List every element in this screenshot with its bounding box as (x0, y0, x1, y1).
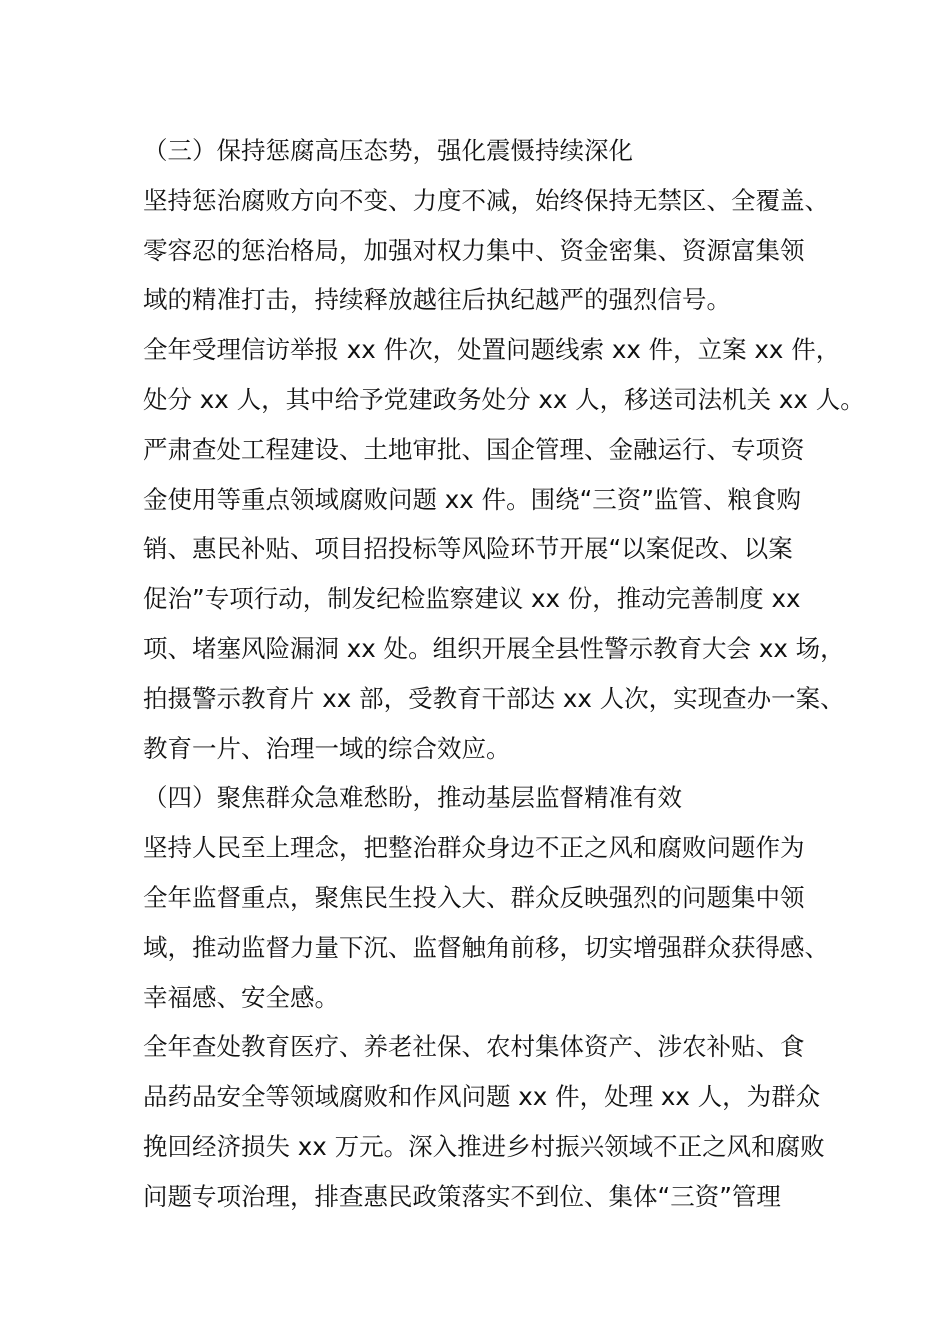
paragraph-line: 域的精准打击，持续释放越往后执纪越严的强烈信号。 (143, 285, 731, 315)
document-body (143, 126, 865, 1222)
paragraph-line: 挽回经济损失 xx 万元。深入推进乡村振兴领域不正之风和腐败 (143, 1131, 825, 1161)
paragraph-line: 全年查处教育医疗、养老社保、农村集体资产、涉农补贴、食 (143, 1032, 805, 1062)
section-heading-3: （三）保持惩腐高压态势，强化震慑持续深化 (143, 136, 633, 165)
paragraph-line: 问题专项治理，排查惠民政策落实不到位、集体“三资”管理 (143, 1181, 781, 1211)
paragraph-line: 域，推动监督力量下沉、监督触角前移，切实增强群众获得感、 (143, 932, 829, 962)
paragraph-line: 品药品安全等领域腐败和作风问题 xx 件，处理 xx 人，为群众 (143, 1082, 821, 1112)
paragraph-line: 促治”专项行动，制发纪检监察建议 xx 份，推动完善制度 xx (143, 584, 801, 614)
paragraph-line: 坚持惩治腐败方向不变、力度不减，始终保持无禁区、全覆盖、 (143, 185, 829, 215)
paragraph-line: 金使用等重点领域腐败问题 xx 件。围绕“三资”监管、粮食购 (143, 484, 801, 514)
paragraph-line: 坚持人民至上理念，把整治群众身边不正之风和腐败问题作为 (143, 833, 805, 863)
paragraph-line: 零容忍的惩治格局，加强对权力集中、资金密集、资源富集领 (143, 235, 805, 265)
paragraph-line: 全年监督重点，聚焦民生投入大、群众反映强烈的问题集中领 (143, 882, 805, 912)
paragraph-line: 严肃查处工程建设、土地审批、国企管理、金融运行、专项资 (143, 434, 805, 464)
section-heading-4: （四）聚焦群众急难愁盼，推动基层监督精准有效 (143, 783, 682, 813)
paragraph-line: 教育一片、治理一域的综合效应。 (143, 733, 511, 763)
paragraph-line: 处分 xx 人，其中给予党建政务处分 xx 人，移送司法机关 xx 人。 (143, 384, 865, 414)
paragraph-line: 项、堵塞风险漏洞 xx 处。组织开展全县性警示教育大会 xx 场， (143, 633, 845, 663)
paragraph-line: 拍摄警示教育片 xx 部，受教育干部达 xx 人次，实现查办一案、 (143, 683, 845, 713)
paragraph-line: 销、惠民补贴、项目招投标等风险环节开展“以案促改、以案 (143, 534, 793, 564)
paragraph-line: 幸福感、安全感。 (143, 982, 339, 1012)
paragraph-line: 全年受理信访举报 xx 件次，处置问题线索 xx 件，立案 xx 件， (143, 335, 841, 365)
